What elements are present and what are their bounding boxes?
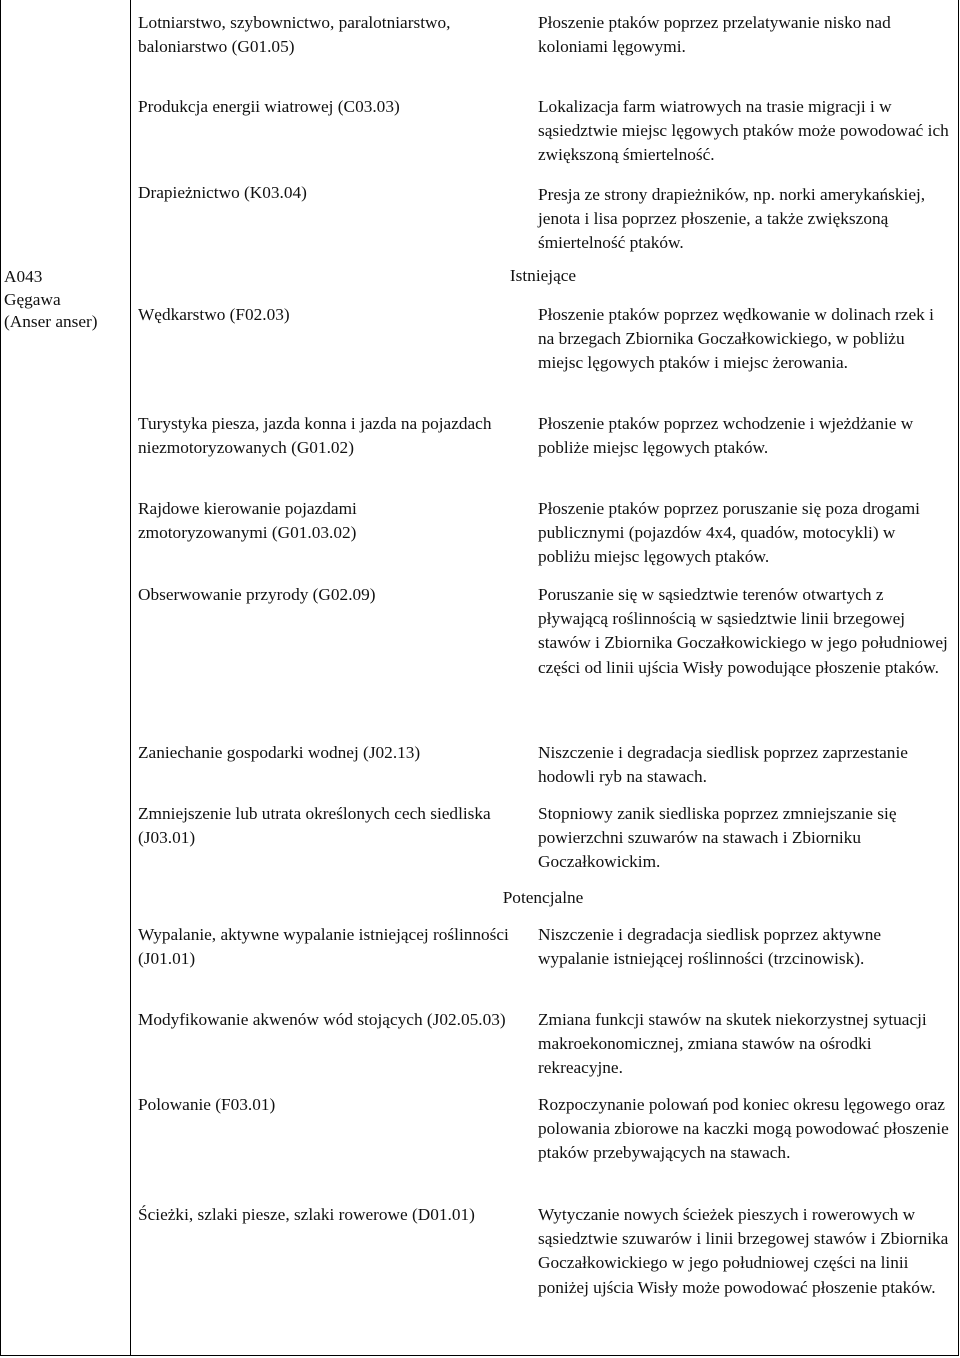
threat-cell: Rajdowe kierowanie pojazdami zmotoryzowanymi (G01.03.02) — [138, 499, 357, 543]
description-cell: Poruszanie się w sąsiedztwie terenów otwartych z pływającą roślinnością w sąsiedztwie linii brzegowej stawów i Zbiornika Goczałkowickiego w jego południowej części od linii ujścia Wisły powodujące płoszenie ptaków. — [538, 585, 948, 677]
threat-cell: Ścieżki, szlaki piesze, szlaki rowerowe (D01.01) — [138, 1205, 475, 1224]
species-name: Gęgawa — [4, 289, 61, 309]
description-cell: Płoszenie ptaków poprzez wchodzenie i wjeżdżanie w pobliże miejsc lęgowych ptaków. — [538, 414, 914, 458]
description-cell: Płoszenie ptaków poprzez poruszanie się poza drogami publicznymi (pojazdów 4x4, quadów, motocykli) w pobliżu miejsc lęgowych ptaków. — [538, 499, 920, 567]
category-existing: Istniejące — [509, 266, 577, 285]
threat-cell: Turystyka piesza, jazda konna i jazda na pojazdach niezmotoryzowanych (G01.02) — [138, 414, 492, 458]
table-border-left — [0, 0, 1, 1356]
description-cell: Płoszenie ptaków poprzez przelatywanie nisko nad koloniami lęgowymi. — [538, 13, 891, 57]
table-border-right — [958, 0, 959, 1356]
description-cell: Niszczenie i degradacja siedlisk poprzez aktywne wypalanie istniejącej roślinności (trzcinowisk). — [538, 925, 882, 969]
description-cell: Stopniowy zanik siedliska poprzez zmniejszanie się powierzchni szuwarów na stawach i Zbiorniku Goczałkowickim. — [538, 804, 897, 872]
category-potential: Potencjalne — [502, 888, 584, 907]
description-cell: Rozpoczynanie polowań pod koniec okresu lęgowego oraz polowania zbiorowe na kaczki mogą powodować płoszenie ptaków przebywających na stawach. — [538, 1095, 949, 1163]
threat-cell: Polowanie (F03.01) — [138, 1095, 276, 1114]
species-latin-name: (Anser anser) — [4, 312, 98, 331]
table-border-bottom — [0, 1355, 959, 1356]
description-cell: Wytyczanie nowych ścieżek pieszych i rowerowych w sąsiedztwie szuwarów i linii brzegowej stawów i Zbiornika Goczałkowickiego w jego południowej części na linii poniżej ujścia Wisły może powodować płoszenie ptaków. — [538, 1205, 949, 1297]
column-divider-species — [130, 0, 131, 1356]
threat-cell: Obserwowanie przyrody (G02.09) — [138, 585, 376, 604]
threat-cell: Zaniechanie gospodarki wodnej (J02.13) — [138, 743, 421, 762]
threat-cell: Drapieżnictwo (K03.04) — [138, 183, 307, 202]
description-cell: Płoszenie ptaków poprzez wędkowanie w dolinach rzek i na brzegach Zbiornika Goczałkowickiego, w pobliżu miejsc lęgowych ptaków i miejsc żerowania. — [538, 305, 934, 373]
threat-cell: Lotniarstwo, szybownictwo, paralotniarstwo, baloniarstwo (G01.05) — [138, 13, 451, 57]
species-code: A043 — [4, 267, 43, 286]
threat-cell: Modyfikowanie akwenów wód stojących (J02.05.03) — [138, 1010, 506, 1029]
threat-cell: Produkcja energii wiatrowej (C03.03) — [138, 97, 400, 116]
description-cell: Zmiana funkcji stawów na skutek niekorzystnej sytuacji makroekonomicznej, zmiana stawów na ośrodki rekreacyjne. — [538, 1010, 927, 1078]
threat-cell: Zmniejszenie lub utrata określonych cech siedliska (J03.01) — [138, 804, 491, 848]
threat-cell: Wypalanie, aktywne wypalanie istniejącej roślinności (J01.01) — [138, 925, 509, 969]
species-cell — [4, 266, 130, 334]
description-cell: Niszczenie i degradacja siedlisk poprzez zaprzestanie hodowli ryb na stawach. — [538, 743, 908, 787]
description-cell: Lokalizacja farm wiatrowych na trasie migracji i w sąsiedztwie miejsc lęgowych ptaków może powodować ich zwiększoną śmiertelność. — [538, 97, 949, 165]
threat-cell: Wędkarstwo (F02.03) — [138, 305, 290, 324]
description-cell: Presja ze strony drapieżników, np. norki amerykańskiej, jenota i lisa poprzez płoszenie, a także zwiększoną śmiertelność ptaków. — [538, 185, 926, 253]
